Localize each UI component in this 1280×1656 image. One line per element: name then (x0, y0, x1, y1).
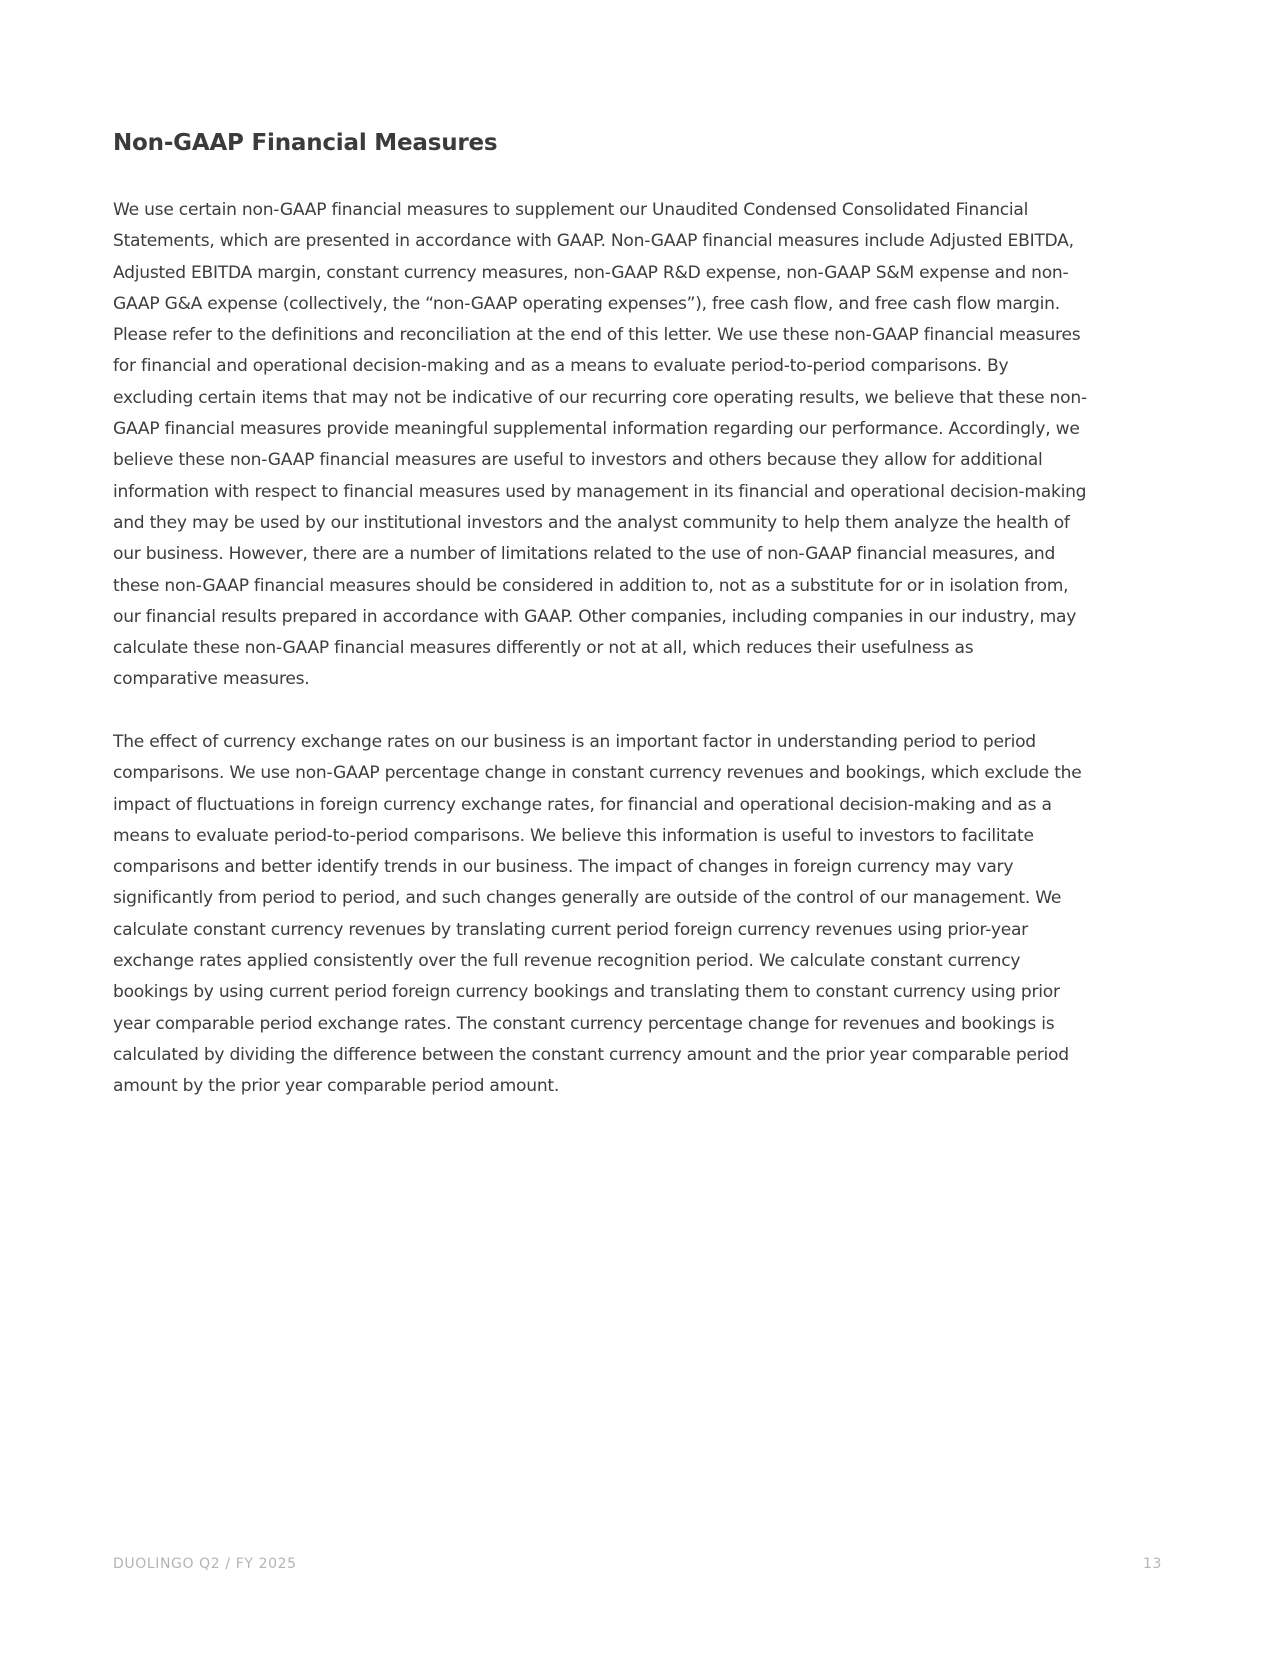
paragraph-constant-currency (113, 727, 1173, 1103)
paragraph-non-gaap-overview (113, 195, 1173, 696)
paragraph-line: comparative measures. (113, 669, 310, 690)
paragraph-line: means to evaluate period-to-period comparisons. We believe this information is useful to investors to facilitate (113, 825, 1034, 846)
paragraph-line: and they may be used by our institutional investors and the analyst community to help them analyze the health of (113, 512, 1070, 533)
paragraph-line: calculate constant currency revenues by translating current period foreign currency revenues using prior-year (113, 919, 1028, 940)
paragraph-line: GAAP G&A expense (collectively, the “non-GAAP operating expenses”), free cash flow, and free cash flow margin. (113, 293, 1060, 314)
paragraph-line: believe these non-GAAP financial measures are useful to investors and others because they allow for additional (113, 450, 1043, 471)
paragraph-line: year comparable period exchange rates. The constant currency percentage change for revenues and bookings is (113, 1013, 1055, 1034)
footer-document-label: DUOLINGO Q2 / FY 2025 (113, 1556, 297, 1572)
paragraph-line: Adjusted EBITDA margin, constant currency measures, non-GAAP R&D expense, non-GAAP S&M expense and non- (113, 262, 1069, 283)
paragraph-line: our business. However, there are a number of limitations related to the use of non-GAAP financial measures, and (113, 544, 1056, 565)
page-number: 13 (1142, 1556, 1162, 1572)
paragraph-line: amount by the prior year comparable period amount. (113, 1076, 560, 1097)
paragraph-line: calculated by dividing the difference between the constant currency amount and the prior year comparable period (113, 1044, 1069, 1065)
paragraph-line: calculate these non-GAAP financial measures differently or not at all, which reduces their usefulness as (113, 638, 974, 659)
paragraph-line: We use certain non-GAAP financial measures to supplement our Unaudited Condensed Consolidated Financial (113, 200, 1029, 220)
paragraph-line: our financial results prepared in accordance with GAAP. Other companies, including companies in our industry, may (113, 606, 1077, 627)
paragraph-line: Statements, which are presented in accordance with GAAP. Non-GAAP financial measures include Adjusted EBITDA, (113, 231, 1074, 252)
paragraph-line: comparisons. We use non-GAAP percentage change in constant currency revenues and bookings, which exclude the (113, 763, 1082, 784)
section-title: Non-GAAP Financial Measures (113, 130, 498, 156)
paragraph-line: these non-GAAP financial measures should be considered in addition to, not as a substitute for or in isolation from, (113, 575, 1069, 596)
paragraph-line: for financial and operational decision-making and as a means to evaluate period-to-period comparisons. By (113, 356, 1009, 377)
paragraph-line: excluding certain items that may not be indicative of our recurring core operating results, we believe that these non- (113, 387, 1087, 408)
paragraph-line: exchange rates applied consistently over the full revenue recognition period. We calculate constant currency (113, 951, 1021, 972)
paragraph-line: significantly from period to period, and such changes generally are outside of the control of our management. We (113, 888, 1062, 909)
paragraph-line: The effect of currency exchange rates on our business is an important factor in understanding period to period (113, 732, 1036, 752)
paragraph-line: impact of fluctuations in foreign currency exchange rates, for financial and operational decision-making and as a (113, 794, 1052, 815)
paragraph-line: bookings by using current period foreign currency bookings and translating them to constant currency using prior (113, 982, 1060, 1003)
paragraph-line: comparisons and better identify trends in our business. The impact of changes in foreign currency may vary (113, 857, 1014, 878)
paragraph-line: GAAP financial measures provide meaningful supplemental information regarding our performance. Accordingly, we (113, 419, 1080, 440)
paragraph-line: Please refer to the definitions and reconciliation at the end of this letter. We use these non-GAAP financial measures (113, 325, 1081, 346)
paragraph-line: information with respect to financial measures used by management in its financial and operational decision-making (113, 481, 1087, 502)
